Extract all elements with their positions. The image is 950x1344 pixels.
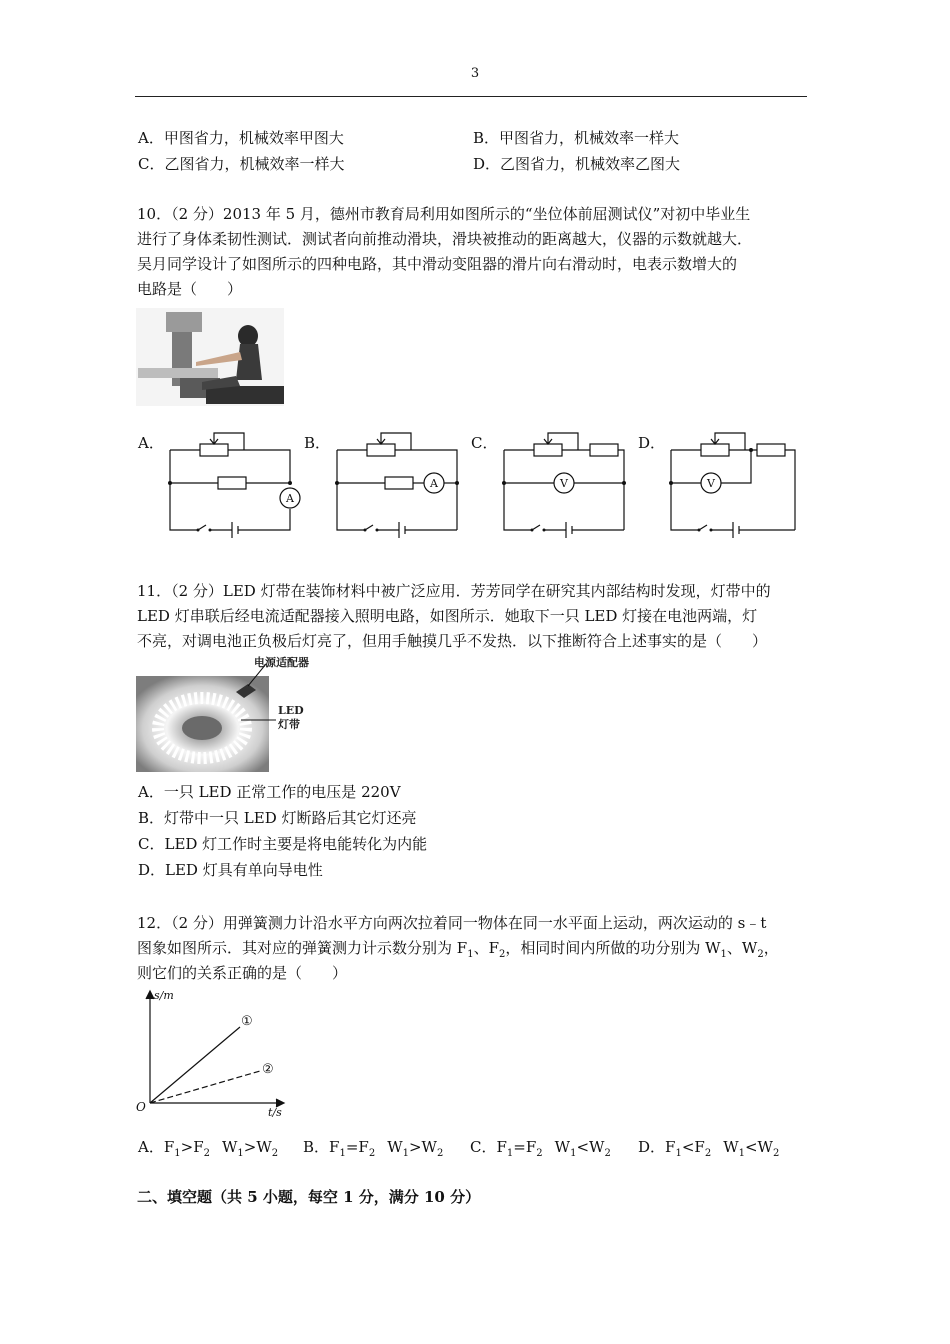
q12-option-d-w: W <box>723 1138 739 1156</box>
led-label: LED <box>278 704 304 717</box>
circuit-a-label: A． <box>138 434 164 452</box>
q12-option-b-f2-sub: 2 <box>368 1148 376 1159</box>
section-2-title: 二、填空题（共 5 小题，每空 1 分，满分 10 分） <box>137 1188 481 1206</box>
q12-option-d-f: F <box>665 1138 676 1156</box>
q10-line-4: 电路是（ ） <box>137 280 243 298</box>
page-number: 3 <box>470 66 480 81</box>
circuit-a-diagram <box>160 425 310 540</box>
circuit-b-diagram <box>327 425 477 540</box>
header-rule <box>135 96 807 97</box>
q11-line-1: 11．（2 分）LED 灯带在装饰材料中被广泛应用．芳芳同学在研究其内部结构时发现，灯带中的 <box>137 582 771 600</box>
line-2 <box>150 1071 260 1103</box>
q12-option-c-w: W <box>554 1138 571 1156</box>
circuit-a-meter: A <box>286 492 294 505</box>
origin-label: O <box>136 1100 146 1114</box>
q12-line-2-c: ，相同时间内所做的功分别为 W <box>505 939 721 957</box>
q12-option-c-f2-sub: 2 <box>536 1148 543 1159</box>
q9-option-a: A．甲图省力，机械效率甲图大 <box>138 129 344 147</box>
line-1 <box>150 1027 240 1103</box>
q12-option-d-w1-sub: 1 <box>738 1148 745 1159</box>
q11-option-d: D．LED 灯具有单向导电性 <box>138 861 323 879</box>
q12-option-a-f2-sub: 2 <box>203 1148 210 1159</box>
q11-option-b: B．灯带中一只 LED 灯断路后其它灯还亮 <box>138 809 417 827</box>
sit-and-reach-photo <box>136 308 284 406</box>
circuit-b-meter: A <box>430 477 438 490</box>
q12-line-2-b: 、F <box>473 939 499 957</box>
q12-option-c-w2-sub: 2 <box>604 1148 611 1159</box>
adapter-label: 电源适配器 <box>254 656 309 669</box>
q12-option-d <box>638 1134 779 1167</box>
q12-option-b-rel1: =F <box>345 1138 369 1156</box>
q12-option-d-rel1: <F <box>681 1138 705 1156</box>
q12-w1-sub: 1 <box>720 949 727 960</box>
q12-line-2-e: ， <box>763 939 779 957</box>
q12-option-b <box>303 1134 443 1167</box>
q9-option-c: C．乙图省力，机械效率一样大 <box>138 155 345 173</box>
line-2-label: ② <box>262 1062 274 1077</box>
q12-option-a-w2-sub: 2 <box>271 1148 279 1159</box>
q11-line-3: 不亮，对调电池正负极后灯亮了，但用手触摸几乎不发热．以下推断符合上述事实的是（ ） <box>137 632 768 650</box>
s-t-graph <box>134 985 294 1117</box>
q11-line-2: LED 灯串联后经电流适配器接入照明电路，如图所示．她取下一只 LED 灯接在电池两端，灯 <box>137 607 758 625</box>
q12-option-d-f2-sub: 2 <box>704 1148 712 1159</box>
q12-f2-sub: 2 <box>498 949 506 960</box>
q11-option-a: A．一只 LED 正常工作的电压是 220V <box>138 783 401 801</box>
line-1-label: ① <box>241 1014 253 1029</box>
q12-option-b-w1-sub: 1 <box>402 1148 409 1159</box>
q12-option-a-rel2: >W <box>243 1138 272 1156</box>
circuit-d-diagram <box>661 425 811 540</box>
q12-option-c-letter: C． <box>470 1138 497 1156</box>
q12-option-a-f1-sub: 1 <box>174 1148 181 1159</box>
q12-option-b-f1-sub: 1 <box>339 1148 346 1159</box>
q12-option-b-w: W <box>387 1138 403 1156</box>
q12-line-2-d: 、W <box>726 939 758 957</box>
q12-option-c-f: F <box>496 1138 507 1156</box>
strip-label: 灯带 <box>278 718 300 731</box>
q12-option-a-letter: A． <box>138 1138 164 1156</box>
q12-option-b-f: F <box>329 1138 340 1156</box>
q10-line-3: 吴月同学设计了如图所示的四种电路，其中滑动变阻器的滑片向右滑动时，电表示数增大的 <box>137 255 738 273</box>
led-strip-photo <box>136 656 326 774</box>
circuit-d-meter: V <box>707 477 715 490</box>
q9-option-d: D．乙图省力，机械效率乙图大 <box>473 155 681 173</box>
circuit-c-diagram <box>494 425 644 540</box>
q12-option-c-rel2: <W <box>576 1138 605 1156</box>
q12-option-b-letter: B． <box>303 1138 330 1156</box>
y-axis-label: s/m <box>154 989 174 1002</box>
circuit-c-label: C． <box>471 434 498 452</box>
q12-option-a-w1-sub: 1 <box>237 1148 244 1159</box>
q12-line-2-a: 图象如图所示．其对应的弹簧测力计示数分别为 F <box>137 939 468 957</box>
q10-line-2: 进行了身体柔韧性测试．测试者向前推动滑块，滑块被推动的距离越大，仪器的示数就越大． <box>137 230 753 248</box>
x-axis-label: t/s <box>268 1106 282 1117</box>
q12-option-b-rel2: >W <box>408 1138 437 1156</box>
q12-option-a-rel1: >F <box>180 1138 204 1156</box>
q12-option-a-w: W <box>222 1138 238 1156</box>
circuit-c-meter: V <box>560 477 568 490</box>
q12-f1-sub: 1 <box>467 949 474 960</box>
q12-option-d-f1-sub: 1 <box>675 1148 682 1159</box>
circuit-d-label: D． <box>638 434 666 452</box>
q10-line-1: 10．（2 分）2013 年 5 月，德州市教育局利用如图所示的“坐位体前屈测试仪”对初中毕业生 <box>137 205 751 223</box>
q12-option-b-w2-sub: 2 <box>436 1148 444 1159</box>
q12-w2-sub: 2 <box>757 949 764 960</box>
q12-option-c-w1-sub: 1 <box>570 1148 577 1159</box>
q12-option-a <box>138 1134 278 1167</box>
q12-option-c-rel1: =F <box>513 1138 537 1156</box>
q12-option-c <box>470 1134 611 1167</box>
q12-option-d-rel2: <W <box>744 1138 773 1156</box>
q12-option-a-f: F <box>163 1138 175 1156</box>
q9-option-b: B．甲图省力，机械效率一样大 <box>473 129 680 147</box>
q12-line-1: 12．（2 分）用弹簧测力计沿水平方向两次拉着同一物体在同一水平面上运动，两次运动的 s﹣t <box>137 914 767 932</box>
q12-option-d-w2-sub: 2 <box>772 1148 780 1159</box>
q11-option-c: C．LED 灯工作时主要是将电能转化为内能 <box>138 835 428 853</box>
q12-option-d-letter: D． <box>638 1138 666 1156</box>
circuit-b-label: B． <box>304 434 331 452</box>
q12-line-3: 则它们的关系正确的是（ ） <box>137 964 348 982</box>
q12-option-c-f1-sub: 1 <box>506 1148 514 1159</box>
